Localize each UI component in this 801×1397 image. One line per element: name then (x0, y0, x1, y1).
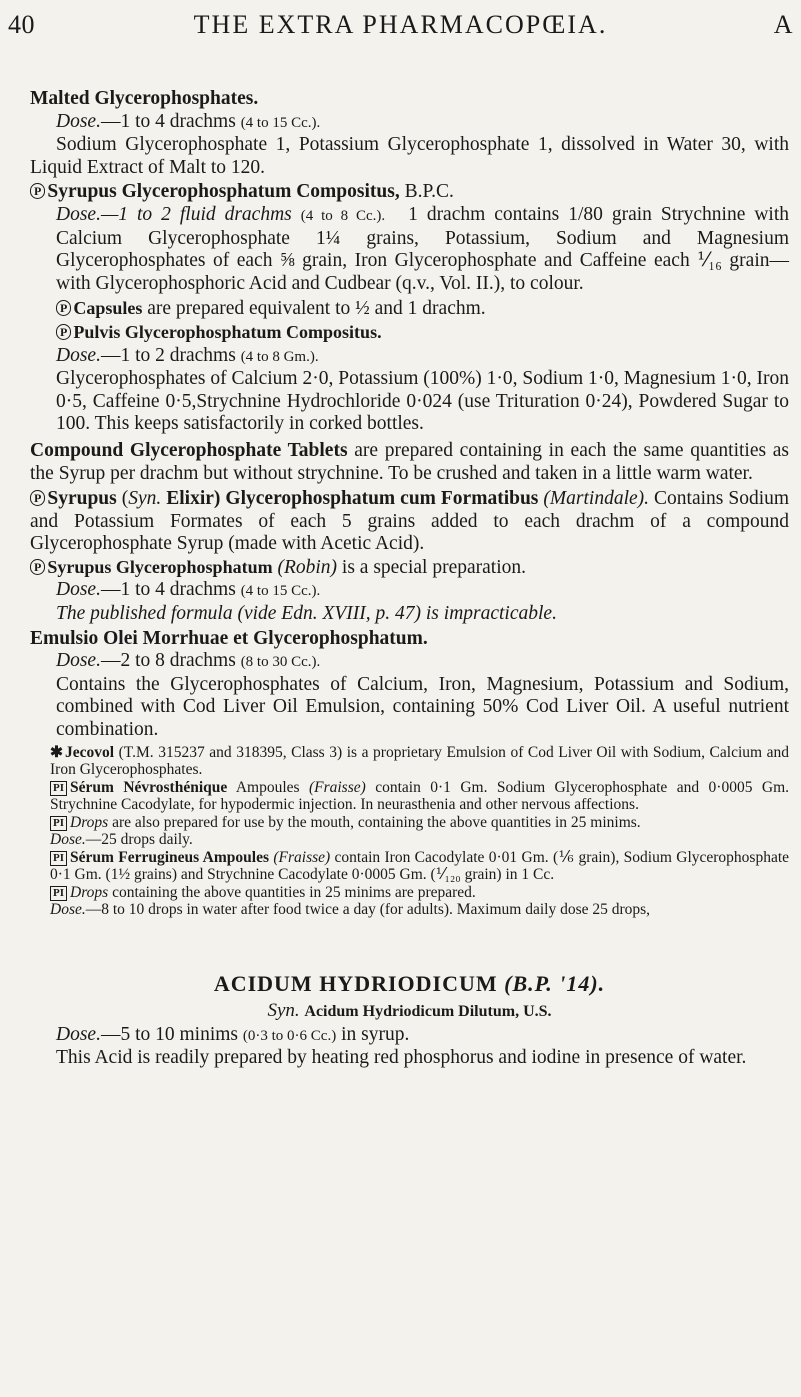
robin-body: is a special preparation. (341, 556, 526, 578)
drops-2-body: containing the above quantities in 25 minims are prepared. (112, 883, 476, 901)
emulsio-dose (30, 650, 789, 674)
page-number: 40 (8, 10, 35, 39)
serum-nevro-ampoules: Ampoules (235, 778, 300, 796)
dose-text: —1 to 4 drachms (100, 579, 236, 601)
robin-heading: Syrupus Glycerophosphatum (47, 556, 273, 577)
robin-dose (30, 579, 789, 603)
pulvis-heading-line (30, 321, 789, 345)
formatibus-body: Contains Sodium and Potassium Formates of each 5 grains added to each drachm of a compound Glycerophosphate Syrup (made with Acetic Acid). (30, 488, 790, 555)
dose-text: —8 to 10 drops in water after food twice a day (for adults). Maximum daily dose 25 drops, (85, 901, 651, 919)
robin-note: The published formula (vide Edn. XVIII, p. 47) is impracticable. (56, 603, 557, 625)
drops-1-label: Drops (70, 813, 109, 831)
drops-1-entry (30, 814, 789, 832)
drops-1-body: are also prepared for use by the mouth, containing the above quantities in 25 minims. (112, 813, 641, 831)
drops-2-label: Drops (70, 883, 109, 901)
proprietary-star-icon: ✱ (50, 743, 63, 761)
formatibus-heading-b: Glycerophosphatum cum Formatibus (225, 488, 539, 510)
jecovol-entry (30, 744, 789, 779)
dose-label: Dose. (56, 579, 101, 601)
syrupus-comp-title: Syrupus Glycerophosphatum Compositus, (47, 181, 400, 203)
serum-ferr-maker: (Fraisse) (273, 848, 331, 866)
serum-ferr-entry (30, 849, 789, 884)
dose-text: —1 to 2 drachms (100, 344, 236, 366)
serum-nevro-entry (30, 779, 789, 814)
pharmacopoeia-p-icon: P (30, 183, 45, 199)
pulvis-body: Glycerophosphates of Calcium 2·0, Potassium (100%) 1·0, Sodium 1·0, Magnesium 1·0, Iron 0·5, Caffeine 0·5,Strychnine Hydrochloride 0·024 (use Trituration 0·24), Powdered Sugar to 100. This keeps satisfactorily in corked bottles. (56, 368, 789, 435)
acidum-title-text: ACIDUM HYDRIODICUM (213, 970, 498, 996)
formatibus-syn-name: Elixir) (166, 488, 221, 510)
capsules-body: are prepared equivalent to ½ and 1 drachm. (147, 298, 486, 320)
serum-nevro-maker: (Fraisse) (308, 778, 366, 796)
dose-label: Dose. (56, 1023, 101, 1045)
syrupus-comp-body: 1 drachm contains 1/80 grain Strychnine with Calcium Glycerophosphate 1¼ grains, Potassium, Sodium and Magnesium Glycerophosphates of each ⅝ grain, Iron Glycerophosphate and Caffeine each ⅟₁₆ grain—with Glycerophosphoric Acid and Cudbear (q.v., Vol. II.), to colour. (56, 203, 790, 294)
acidum-synonym (30, 999, 789, 1024)
pi-box-icon: PI (50, 886, 67, 901)
dose-tail: in syrup. (341, 1023, 410, 1045)
pulvis-dose (30, 345, 789, 369)
dose-metric: (4 to 15 Cc.). (240, 114, 321, 131)
dose-text: —1 to 2 fluid drachms (100, 203, 292, 225)
section-letter: A (773, 10, 793, 39)
acidum-body: This Acid is readily prepared by heating red phosphorus and iodine in presence of water. (56, 1047, 747, 1069)
malted-body: Sodium Glycerophosphate 1, Potassium Glycerophosphate 1, dissolved in Water 30, with Liquid Extract of Malt to 120. (30, 134, 789, 178)
robin-attrib: (Robin) (277, 556, 338, 578)
emulsio-body: Contains the Glycerophosphates of Calcium, Iron, Magnesium, Potassium and Sodium, combined with Cod Liver Oil Emulsion, containing 50% Cod Liver Oil. A useful nutrient combination. (56, 673, 789, 741)
dose-label: Dose. (50, 831, 86, 849)
formatibus-entry (30, 488, 789, 556)
pi-box-icon: PI (50, 781, 67, 796)
serum-nevro-name: Sérum Névrosthénique (70, 778, 228, 796)
malted-heading: Malted Glycerophosphates. (30, 88, 259, 109)
running-title: THE EXTRA PHARMACOPŒIA. (193, 10, 608, 39)
pi-box-icon: PI (50, 816, 67, 831)
acidum-title (30, 971, 789, 997)
drops-2-dose (30, 901, 789, 919)
dose-text: —25 drops daily. (85, 831, 193, 849)
dose-metric: (8 to 30 Cc.). (240, 654, 321, 671)
dose-metric: (4 to 15 Cc.). (240, 583, 321, 600)
dose-label: Dose. (56, 203, 101, 225)
dose-metric: (4 to 8 Cc.). (300, 207, 386, 224)
formatibus-heading-a: Syrupus (47, 488, 117, 510)
acidum-dose (30, 1024, 789, 1048)
dose-text: —2 to 8 drachms (100, 650, 236, 672)
serum-nevro-body: contain 0·1 Gm. Sodium Glycerophosphate and 0·0005 Gm. Strychnine Cacodylate, for hypodermic injection. In neurasthenia and other nervous affections. (50, 778, 789, 814)
page-body (30, 88, 789, 1070)
robin-entry (30, 556, 789, 580)
capsules-heading: Capsules (73, 298, 143, 319)
pharmacopoeia-p-icon: P (56, 300, 71, 316)
syrupus-comp-dose-line (30, 204, 789, 295)
drops-2-entry (30, 884, 789, 902)
dose-label: Dose. (50, 901, 86, 919)
pharmacopoeia-p-icon: P (30, 490, 45, 506)
acidum-syn-label: Syn. (267, 999, 300, 1021)
dose-text: —5 to 10 minims (100, 1023, 239, 1045)
dose-metric: (4 to 8 Gm.). (240, 348, 319, 365)
serum-ferr-name: Sérum Ferrugineus Ampoules (70, 848, 269, 866)
formatibus-attrib: (Martindale). (543, 488, 650, 510)
formatibus-syn-open: ( (121, 488, 129, 510)
formatibus-syn-label: Syn. (128, 488, 162, 510)
drops-1-dose (30, 831, 789, 849)
syrupus-comp-suffix: B.P.C. (404, 181, 454, 203)
syrupus-comp-heading (30, 181, 789, 204)
pharmacopoeia-p-icon: P (56, 324, 71, 340)
jecovol-body: (T.M. 315237 and 318395, Class 3) is a proprietary Emulsion of Cod Liver Oil with Sodium, Calcium and Iron Glycerophosphates. (50, 743, 789, 779)
running-head (8, 10, 793, 44)
malted-dose (30, 111, 789, 135)
capsules-entry (30, 297, 789, 321)
dose-label: Dose. (56, 110, 101, 132)
dose-text: —1 to 4 drachms (100, 110, 236, 132)
tablets-entry (30, 440, 789, 485)
emulsio-heading: Emulsio Olei Morrhuae et Glycerophosphatum. (30, 627, 428, 649)
tablets-heading: Compound Glycerophosphate Tablets (30, 439, 348, 461)
pulvis-heading: Pulvis Glycerophosphatum Compositus. (73, 321, 382, 342)
dose-label: Dose. (56, 650, 101, 672)
dose-label: Dose. (56, 344, 101, 366)
dose-metric: (0·3 to 0·6 Cc.) (242, 1027, 337, 1044)
serum-ferr-body: contain Iron Cacodylate 0·01 Gm. (⅙ grain), Sodium Glycerophosphate 0·1 Gm. (1½ grains) and Strychnine Cacodylate 0·0005 Gm. (⅟₁₂₀ grain) in 1 Cc. (50, 848, 790, 884)
pharmacopoeia-p-icon: P (30, 559, 45, 575)
pi-box-icon: PI (50, 851, 67, 866)
acidum-bp: (B.P. '14). (504, 970, 606, 996)
acidum-syn-text: Acidum Hydriodicum Dilutum, U.S. (304, 1002, 552, 1020)
jecovol-name: Jecovol (65, 743, 115, 761)
tablets-body: are prepared containing in each the same quantities as the Syrup per drachm but without strychnine. To be crushed and taken in a little warm water. (30, 439, 790, 484)
